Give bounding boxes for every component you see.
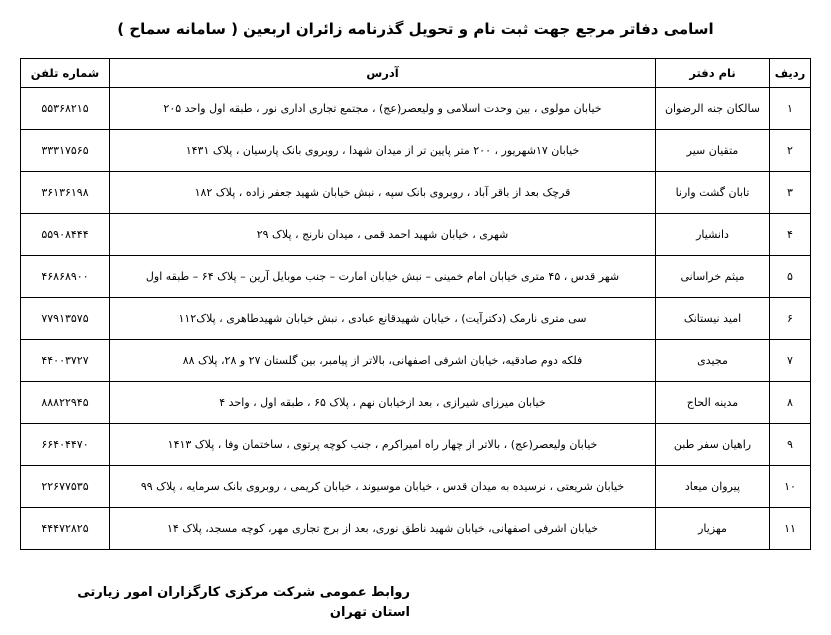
office-phone: ۶۶۴۰۴۴۷۰ [21, 424, 110, 466]
row-number: ۴ [770, 214, 811, 256]
footer-signature: روابط عمومی شرکت مرکزی کارگزاران امور زیارتی استان تهران [77, 585, 410, 620]
office-name: متقیان سیر [656, 130, 770, 172]
office-address: قرچک بعد از باقر آباد ، روبروی بانک سپه ، نبش خیابان شهید جعفر زاده ، پلاک ۱۸۲ [110, 172, 656, 214]
table-row [21, 424, 811, 466]
row-number: ۸ [770, 382, 811, 424]
office-name: میثم خراسانی [656, 256, 770, 298]
office-address: خیابان مولوی ، بین وحدت اسلامی و ولیعصر(عج) ، مجتمع تجاری اداری نور ، طبقه اول واحد ۲۰۵ [110, 88, 656, 130]
row-number: ۷ [770, 340, 811, 382]
office-phone: ۳۶۱۳۶۱۹۸ [21, 172, 110, 214]
table-row [21, 256, 811, 298]
office-name: سالکان جنه الرضوان [656, 88, 770, 130]
office-name: تابان گشت وارنا [656, 172, 770, 214]
row-number: ۱ [770, 88, 811, 130]
office-address: خیابان ولیعصر(عج) ، بالاتر از چهار راه امیراکرم ، جنب کوچه پرتوی ، ساختمان وفا ، پلاک ۱۴۱۳ [110, 424, 656, 466]
offices-table [20, 58, 811, 550]
column-header-radif: ردیف [770, 59, 811, 88]
column-header-office-name: نام دفتر [656, 59, 770, 88]
office-phone: ۴۶۸۶۸۹۰۰ [21, 256, 110, 298]
office-phone: ۴۴۴۷۲۸۲۵ [21, 508, 110, 550]
office-phone: ۳۳۳۱۷۵۶۵ [21, 130, 110, 172]
office-phone: ۷۷۹۱۳۵۷۵ [21, 298, 110, 340]
row-number: ۱۱ [770, 508, 811, 550]
table-row [21, 88, 811, 130]
office-address: خیابان اشرفی اصفهانی، خیابان شهید ناطق نوری، بعد از برج تجاری مهر، کوچه مسجد، پلاک ۱۴ [110, 508, 656, 550]
office-phone: ۴۴۰۰۳۷۲۷ [21, 340, 110, 382]
table-row [21, 214, 811, 256]
office-name: پیروان میعاد [656, 466, 770, 508]
office-address: فلکه دوم صادقیه، خیابان اشرفی اصفهانی، بالاتر از پیامبر، بین گلستان ۲۷ و ۲۸، پلاک ۸۸ [110, 340, 656, 382]
office-address: سی متری نارمک (دکترآیت) ، خیابان شهیدقانع عبادی ، نبش خیابان شهیدطاهری ، پلاک۱۱۲ [110, 298, 656, 340]
document-title: اسامی دفاتر مرجع جهت ثبت نام و تحویل گذرنامه زائران اربعین ( سامانه سماح ) [117, 20, 714, 38]
office-name: راهیان سفر طبن [656, 424, 770, 466]
row-number: ۵ [770, 256, 811, 298]
office-address: خیابان ۱۷شهریور ، ۲۰۰ متر پایین تر از میدان شهدا ، روبروی بانک پارسیان ، پلاک ۱۴۳۱ [110, 130, 656, 172]
column-header-address: آدرس [110, 59, 656, 88]
office-phone: ۵۵۹۰۸۴۴۴ [21, 214, 110, 256]
table-row [21, 130, 811, 172]
office-name: مجیدی [656, 340, 770, 382]
table-header-row [21, 59, 811, 88]
table-row [21, 298, 811, 340]
office-name: امید نیستانک [656, 298, 770, 340]
office-name: مدینه الحاج [656, 382, 770, 424]
row-number: ۶ [770, 298, 811, 340]
table-row [21, 340, 811, 382]
row-number: ۹ [770, 424, 811, 466]
table-row [21, 172, 811, 214]
office-phone: ۲۲۶۷۷۵۳۵ [21, 466, 110, 508]
column-header-phone: شماره تلفن [21, 59, 110, 88]
office-address: خیابان شریعتی ، نرسیده به میدان قدس ، خیابان موسیوند ، خیابان کریمی ، روبروی بانک سرمایه ، پلاک ۹۹ [110, 466, 656, 508]
table-row [21, 382, 811, 424]
office-address: خیابان میرزای شیرازی ، بعد ازخیابان نهم ، پلاک ۶۵ ، طبقه اول ، واحد ۴ [110, 382, 656, 424]
office-phone: ۵۵۳۶۸۲۱۵ [21, 88, 110, 130]
office-address: شهر قدس ، ۴۵ متری خیابان امام خمینی – نبش خیابان امارت – جنب موبایل آرین – پلاک ۶۴ – طبقه اول [110, 256, 656, 298]
office-address: شهری ، خیابان شهید احمد قمی ، میدان نارنج ، پلاک ۲۹ [110, 214, 656, 256]
office-name: مهزیار [656, 508, 770, 550]
table-row [21, 466, 811, 508]
row-number: ۳ [770, 172, 811, 214]
row-number: ۲ [770, 130, 811, 172]
table-row [21, 508, 811, 550]
office-name: دانشیار [656, 214, 770, 256]
office-phone: ۸۸۸۲۲۹۴۵ [21, 382, 110, 424]
row-number: ۱۰ [770, 466, 811, 508]
